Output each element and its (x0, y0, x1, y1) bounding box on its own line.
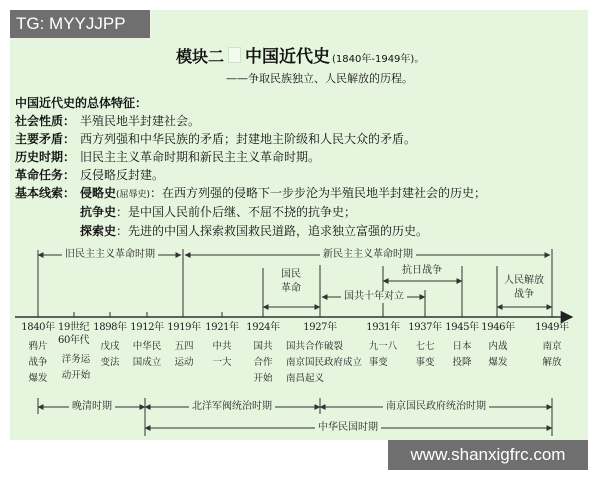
new-democratic-period-label: 新民主主义革命时期 (320, 249, 416, 261)
event-first-congress: 中共一大 (212, 341, 232, 368)
liberation-war-label: 人民解放战争 (504, 275, 544, 300)
year-label-1919: 1919年 (167, 322, 201, 333)
year-label-1860s: 19世纪60年代 (58, 322, 90, 346)
event-first-cooperation: 国共合作开始 (253, 341, 273, 384)
event-roc-founded: 中华民国成立 (132, 341, 162, 368)
national-revolution-label: 国民革命 (281, 269, 301, 294)
year-label-1927: 1927年 (303, 322, 337, 333)
page-subtitle: ——争取民族独立、人民解放的历程。 (226, 72, 413, 85)
year-label-1946: 1946年 (481, 322, 515, 333)
event-nanchang-uprising: 南昌起义 (286, 373, 325, 384)
year-label-1937: 1937年 (408, 322, 442, 333)
event-hundred-days-reform: 戊戌变法 (100, 341, 120, 368)
feature-label-social-nature: 社会性质： (15, 114, 76, 128)
year-label-1921: 1921年 (205, 322, 239, 333)
feature-value-revolution-task: 反侵略反封建。 (80, 168, 165, 182)
event-nanjing-liberated: 南京解放 (542, 341, 562, 368)
year-label-1924: 1924年 (246, 322, 280, 333)
watermark: www.shanxigfrc.com (388, 440, 588, 470)
event-self-strengthening: 洋务运动开始 (61, 354, 91, 381)
feature-value-main-contradiction: 西方列强和中华民族的矛盾；封建地主阶级和人民大众的矛盾。 (80, 132, 417, 146)
title-period: (1840年-1949年)。 (332, 54, 425, 65)
page-title: 中国近代史 (245, 47, 331, 67)
nanjing-government-label: 南京国民政府统治时期 (383, 401, 489, 413)
feature-label-historical-period: 历史时期： (15, 150, 76, 164)
feature-value-historical-period: 旧民主主义革命时期和新民主主义革命时期。 (80, 150, 321, 164)
event-civil-war: 内战爆发 (488, 341, 508, 368)
year-label-1949: 1949年 (535, 322, 569, 333)
clue-struggle-text: ：是中国人民前仆后继、不屈不挠的抗争史； (116, 205, 357, 219)
event-nanjing-government: 南京国民政府成立 (286, 357, 363, 368)
feature-label-main-contradiction: 主要矛盾： (15, 132, 76, 146)
clue-struggle-name: 抗争史 (80, 205, 117, 219)
feature-value-social-nature: 半殖民地半封建社会。 (80, 114, 201, 128)
clue-exploration-text: ：先进的中国人探索救国救民道路，追求独立富强的历史。 (116, 224, 429, 238)
features-heading: 中国近代史的总体特征： (15, 96, 148, 110)
year-label-1898: 1898年 (93, 322, 127, 333)
year-label-1945: 1945年 (445, 322, 479, 333)
module-number: 模块二 (176, 47, 225, 66)
event-marco-polo-bridge: 七七事变 (415, 341, 435, 368)
clue-aggression-note: (屈辱史) (116, 190, 151, 200)
beiyang-label: 北洋军阀统治时期 (189, 401, 275, 413)
year-label-1931: 1931年 (366, 322, 400, 333)
republic-of-china-label: 中华民国时期 (315, 422, 381, 434)
year-label-1840: 1840年 (21, 322, 55, 333)
feature-label-revolution-task: 革命任务： (15, 168, 76, 182)
ten-year-confrontation-label: 国共十年对立 (341, 291, 407, 303)
event-opium-war: 鸦片战争爆发 (28, 341, 48, 384)
anti-japanese-war-label: 抗日战争 (399, 265, 445, 277)
event-may-fourth: 五四运动 (174, 341, 194, 368)
clue-exploration-name: 探索史 (80, 224, 117, 238)
clue-aggression-name: 侵略史 (80, 186, 117, 200)
overlay-tag: TG: MYYJJPP (10, 10, 150, 38)
event-japan-surrender: 日本投降 (452, 341, 472, 368)
old-democratic-period-label: 旧民主主义革命时期 (62, 249, 158, 261)
clues-label: 基本线索： (15, 186, 76, 200)
year-label-1912: 1912年 (130, 322, 164, 333)
clue-aggression-text: ：在西方列强的侵略下一步步沦为半殖民地半封建社会的历史； (150, 186, 487, 200)
event-cooperation-breakdown: 国共合作破裂 (286, 341, 344, 352)
event-mukden-incident: 九一八事变 (368, 341, 398, 368)
late-qing-label: 晚清时期 (69, 401, 115, 413)
